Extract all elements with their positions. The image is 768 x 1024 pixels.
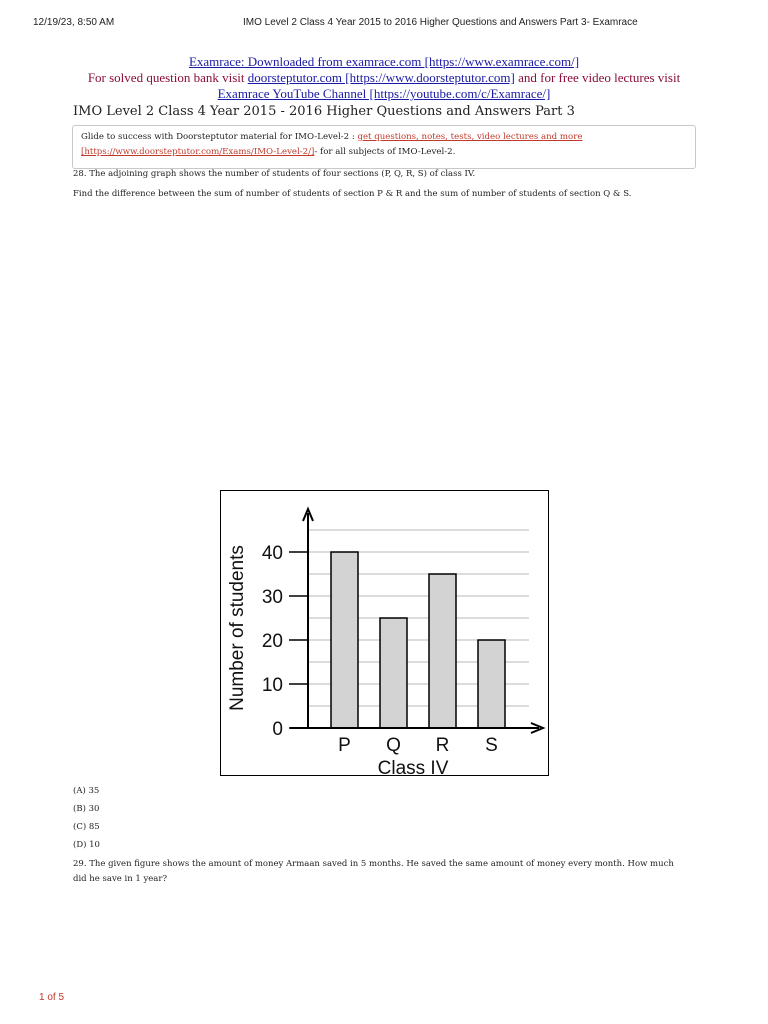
question-29-line-1: 29. The given figure shows the amount of money Armaan saved in 5 months. He saved the same amount of money every month. How much — [73, 859, 674, 869]
x-tick-label: R — [435, 735, 450, 756]
y-tick-label: 10 — [261, 675, 283, 696]
y-tick-label: 0 — [272, 719, 283, 740]
option-c: (C) 85 — [73, 822, 100, 832]
page-number: 1 of 5 — [39, 992, 65, 1003]
option-d: (D) 10 — [73, 840, 100, 850]
solved-bank-line — [60, 70, 708, 86]
y-tick-label: 40 — [261, 543, 283, 564]
examrace-link[interactable]: Examrace: Downloaded from examrace.com [https://www.examrace.com/] — [188, 54, 580, 69]
promo-box — [72, 125, 696, 169]
question-28-prompt: Find the difference between the sum of number of students of section P & R and the sum of number of students of section Q & S. — [73, 189, 632, 199]
bar-q — [380, 618, 407, 728]
source-banner — [60, 54, 708, 102]
solved-bank-prefix: For solved question bank visit — [87, 70, 248, 85]
labels-layer — [338, 735, 498, 756]
y-axis-label: Number of students — [227, 545, 248, 711]
solved-bank-suffix: and for free video lectures visit — [514, 70, 681, 85]
ticks-layer — [262, 543, 308, 740]
x-axis-label: Class IV — [377, 758, 449, 775]
promo-link[interactable]: get questions, notes, tests, video lectures and more — [357, 132, 583, 142]
bar-p — [331, 552, 358, 728]
doorsteptutor-link[interactable]: doorsteptutor.com [https://www.doorsteptutor.com] — [247, 70, 515, 85]
option-b: (B) 30 — [73, 804, 100, 814]
bar-s — [478, 640, 505, 728]
question-29-line-2: did he save in 1 year? — [73, 874, 167, 884]
print-doc-title: IMO Level 2 Class 4 Year 2015 to 2016 Higher Questions and Answers Part 3- Examrace — [243, 17, 638, 28]
bar-r — [429, 574, 456, 728]
x-tick-label: S — [485, 735, 498, 756]
bar-chart-svg — [221, 491, 548, 775]
promo-suffix: - for all subjects of IMO-Level-2. — [314, 147, 456, 157]
print-header — [0, 17, 768, 31]
option-a: (A) 35 — [73, 786, 100, 796]
y-tick-label: 20 — [261, 631, 283, 652]
x-tick-label: P — [338, 735, 351, 756]
y-tick-label: 30 — [261, 587, 283, 608]
promo-prefix: Glide to success with Doorsteptutor material for IMO-Level-2 : — [81, 132, 358, 142]
promo-url-link[interactable]: [https://www.doorsteptutor.com/Exams/IMO-Level-2/] — [81, 147, 315, 157]
question-28-text: 28. The adjoining graph shows the number of students of four sections (P, Q, R, S) of class IV. — [73, 169, 476, 179]
youtube-channel-link[interactable]: Examrace YouTube Channel [https://youtube.com/c/Examrace/] — [217, 86, 551, 101]
x-tick-label: Q — [386, 735, 401, 756]
page-title: IMO Level 2 Class 4 Year 2015 - 2016 Higher Questions and Answers Part 3 — [73, 104, 575, 119]
bar-chart — [220, 490, 549, 776]
print-date: 12/19/23, 8:50 AM — [33, 17, 115, 28]
